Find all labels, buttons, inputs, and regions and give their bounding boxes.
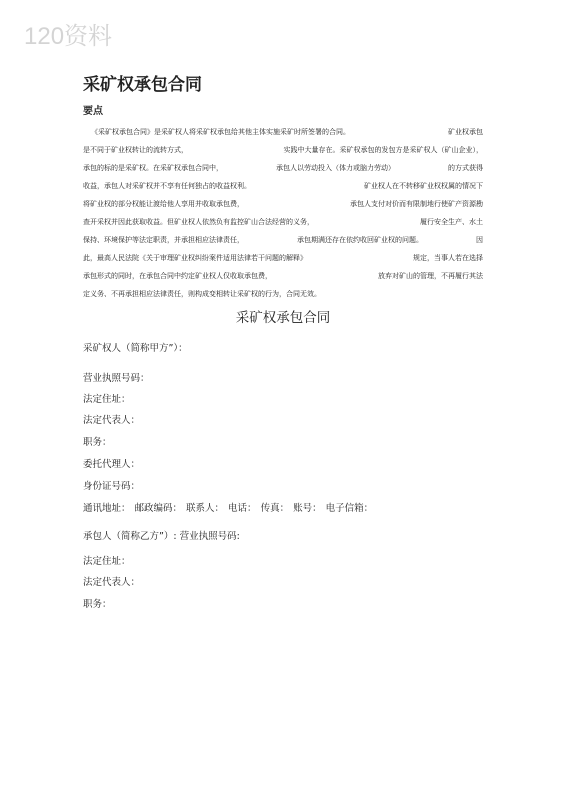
summary-segment: 承包期满还存在依约收回矿业权的问题。 [297,236,423,244]
summary-segment: 将矿业权的部分权能让渡给他人享用并收取承包费， [83,200,244,208]
summary-segment: 承包人支付对价而有限制地行使矿产资源勘 [350,200,483,208]
summary-segment: 承包形式的同时，在承包合同中约定矿业权人仅收取承包费， [83,272,272,280]
summary-segment: 承包人以劳动投入（体力或脑力劳动） [276,164,395,172]
summary-segment: 规定，当事人若在选择 [413,254,483,262]
party-a-id-label: 身份证号码： [83,481,141,492]
party-a-license-label: 营业执照号码： [83,373,150,384]
party-a-representative-label: 法定代表人： [83,415,141,426]
party-a-contact-line [83,502,373,516]
contact-item-label: 账号： [293,503,322,514]
contact-item-label: 通讯地址： [83,503,131,514]
party-b-position-label: 职务： [83,599,112,610]
contact-item-label: 电话： [228,503,257,514]
summary-line [83,213,483,231]
party-a-header: 采矿权人（简称甲方”）： [83,343,188,354]
summary-segment: 定义务、不再承担相应法律责任，则构成变相转让采矿权的行为，合同无效。 [83,290,321,298]
contact-item-label: 邮政编码： [134,503,183,514]
summary-line [83,195,483,213]
summary-line [83,141,483,159]
summary-line [83,159,483,177]
summary-segment: 实践中大量存在。采矿权承包的发包方是采矿权人（矿山企业）， [283,146,483,154]
summary-line [83,267,483,285]
contact-item-label: 联系人： [186,503,225,514]
summary-line [83,231,483,249]
summary-heading: 要点 [83,106,103,117]
summary-segment: 《采矿权承包合同》是采矿权人将采矿权承包给其他主体实施采矿时所签署的合同。 [91,128,350,136]
summary-segment: 履行安全生产、水土 [420,218,483,226]
document-body [83,74,483,328]
party-b-address-label: 法定住址： [83,556,131,567]
contact-item-label: 传真： [260,503,290,514]
party-a-position-label: 职务： [83,437,112,448]
party-a-address-label: 法定住址： [83,394,131,405]
contract-title: 采矿权承包合同 [235,310,331,326]
summary-segment: 矿业权人在不转移矿业权权属的情况下 [364,182,483,190]
summary-line [83,177,483,195]
summary-paragraph [83,123,483,303]
contact-item-label: 电子信箱： [325,503,374,514]
summary-segment: 因 [476,236,483,244]
party-b-header: 承包人（简称乙方”）: 营业执照号码: [83,531,240,542]
summary-segment: 放弃对矿山的管理，不再履行其法 [378,272,483,280]
summary-segment: 保持、环境保护等法定职责，并承担相应法律责任， [83,236,244,244]
summary-segment: 承包的标的是采矿权。在采矿权承包合同中， [83,164,223,172]
watermark: 120资料 [24,23,113,50]
document-title: 采矿权承包合同 [83,75,202,95]
summary-line [83,249,483,267]
summary-segment: 是不同于矿业权转让的流转方式， [83,146,188,154]
summary-segment: 收益，承包人对采矿权并不享有任何独占的收益权利。 [83,182,251,190]
summary-segment: 查开采权并因此获取收益。但矿业权人依然负有监控矿山合法经营的义务， [83,218,314,226]
summary-segment: 矿业权承包 [448,128,483,136]
summary-segment: 的方式获得 [448,164,483,172]
party-b-representative-label: 法定代表人： [83,577,141,588]
party-a-agent-label: 委托代理人： [83,459,141,470]
summary-segment: 此，最高人民法院《关于审理矿业权纠纷案件适用法律若干问题的解释》 [83,254,307,262]
summary-line [83,123,483,141]
summary-line [83,285,483,303]
